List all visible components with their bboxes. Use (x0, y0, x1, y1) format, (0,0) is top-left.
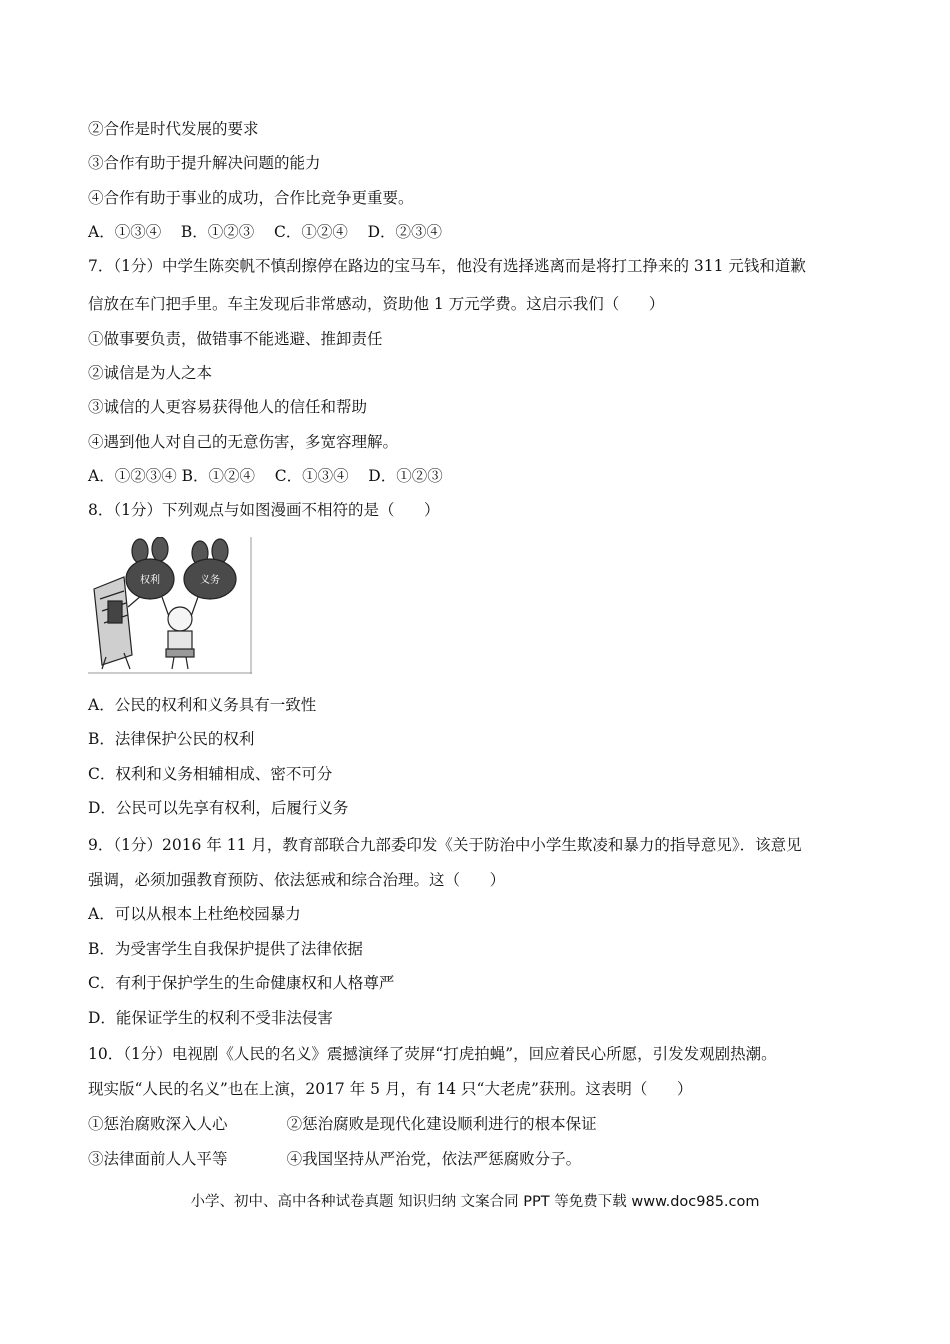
question-9-cont: 强调，必须加强教育预防、依法惩戒和综合治理。这（ ） (88, 871, 506, 889)
page-footer: 小学、初中、高中各种试卷真题 知识归纳 文案合同 PPT 等免费下载 www.doc985.com (190, 1194, 760, 1210)
option-a: A．可以从根本上杜绝校园暴力 (88, 905, 301, 923)
option-line: ④合作有助于事业的成功，合作比竞争更重要。 (88, 189, 414, 207)
answer-choices: A．①③④ B．①②③ C．①②④ D．②③④ (88, 223, 442, 241)
option-c: C．有利于保护学生的生命健康权和人格尊严 (88, 974, 395, 992)
answer-choices: A．①②③④ B．①②④ C．①③④ D．①②③ (88, 467, 443, 485)
option-a: A．公民的权利和义务具有一致性 (88, 696, 317, 714)
question-7: 7．（1分）中学生陈奕帆不慎刮擦停在路边的宝马车，他没有选择逃离而是将打工挣来的 311 元钱和道歉 (88, 257, 806, 275)
question-9: 9．（1分）2016 年 11 月，教育部联合九部委印发《关于防治中小学生欺凌和暴力的指导意见》．该意见 (88, 836, 802, 854)
option-line: ②诚信是为人之本 (88, 364, 213, 382)
option-line: ②合作是时代发展的要求 (88, 120, 259, 138)
question-10: 10．（1分）电视剧《人民的名义》震撼演绎了荧屏“打虎拍蝇”，回应着民心所愿，引发发观剧热潮。 (88, 1045, 777, 1063)
cartoon-image (88, 537, 252, 674)
svg-text:权利: 权利 (140, 575, 160, 586)
option-line: ④遇到他人对自己的无意伤害，多宽容理解。 (88, 433, 399, 451)
option-d: D．能保证学生的权利不受非法侵害 (88, 1009, 333, 1027)
option-line: ①惩治腐败深入人心 ②惩治腐败是现代化建设顺利进行的根本保证 (88, 1115, 597, 1133)
option-d: D．公民可以先享有权利，后履行义务 (88, 799, 349, 817)
option-line: ①做事要负责，做错事不能逃避、推卸责任 (88, 330, 383, 348)
question-8: 8．（1分）下列观点与如图漫画不相符的是（ ） (88, 501, 440, 519)
option-line: ③法律面前人人平等 ④我国坚持从严治党，依法严惩腐败分子。 (88, 1150, 582, 1168)
option-line: ③合作有助于提升解决问题的能力 (88, 154, 321, 172)
question-7-cont: 信放在车门把手里。车主发现后非常感动，资助他 1 万元学费。这启示我们（ ） (88, 295, 665, 313)
option-line: ③诚信的人更容易获得他人的信任和帮助 (88, 398, 368, 416)
question-10-cont: 现实版“人民的名义”也在上演，2017 年 5 月，有 14 只“大老虎”获刑。这表明（ ） (88, 1080, 693, 1098)
option-b: B．为受害学生自我保护提供了法律依据 (88, 940, 363, 958)
option-c: C．权利和义务相辅相成、密不可分 (88, 765, 333, 783)
svg-text:义务: 义务 (200, 575, 220, 586)
option-b: B．法律保护公民的权利 (88, 730, 255, 748)
